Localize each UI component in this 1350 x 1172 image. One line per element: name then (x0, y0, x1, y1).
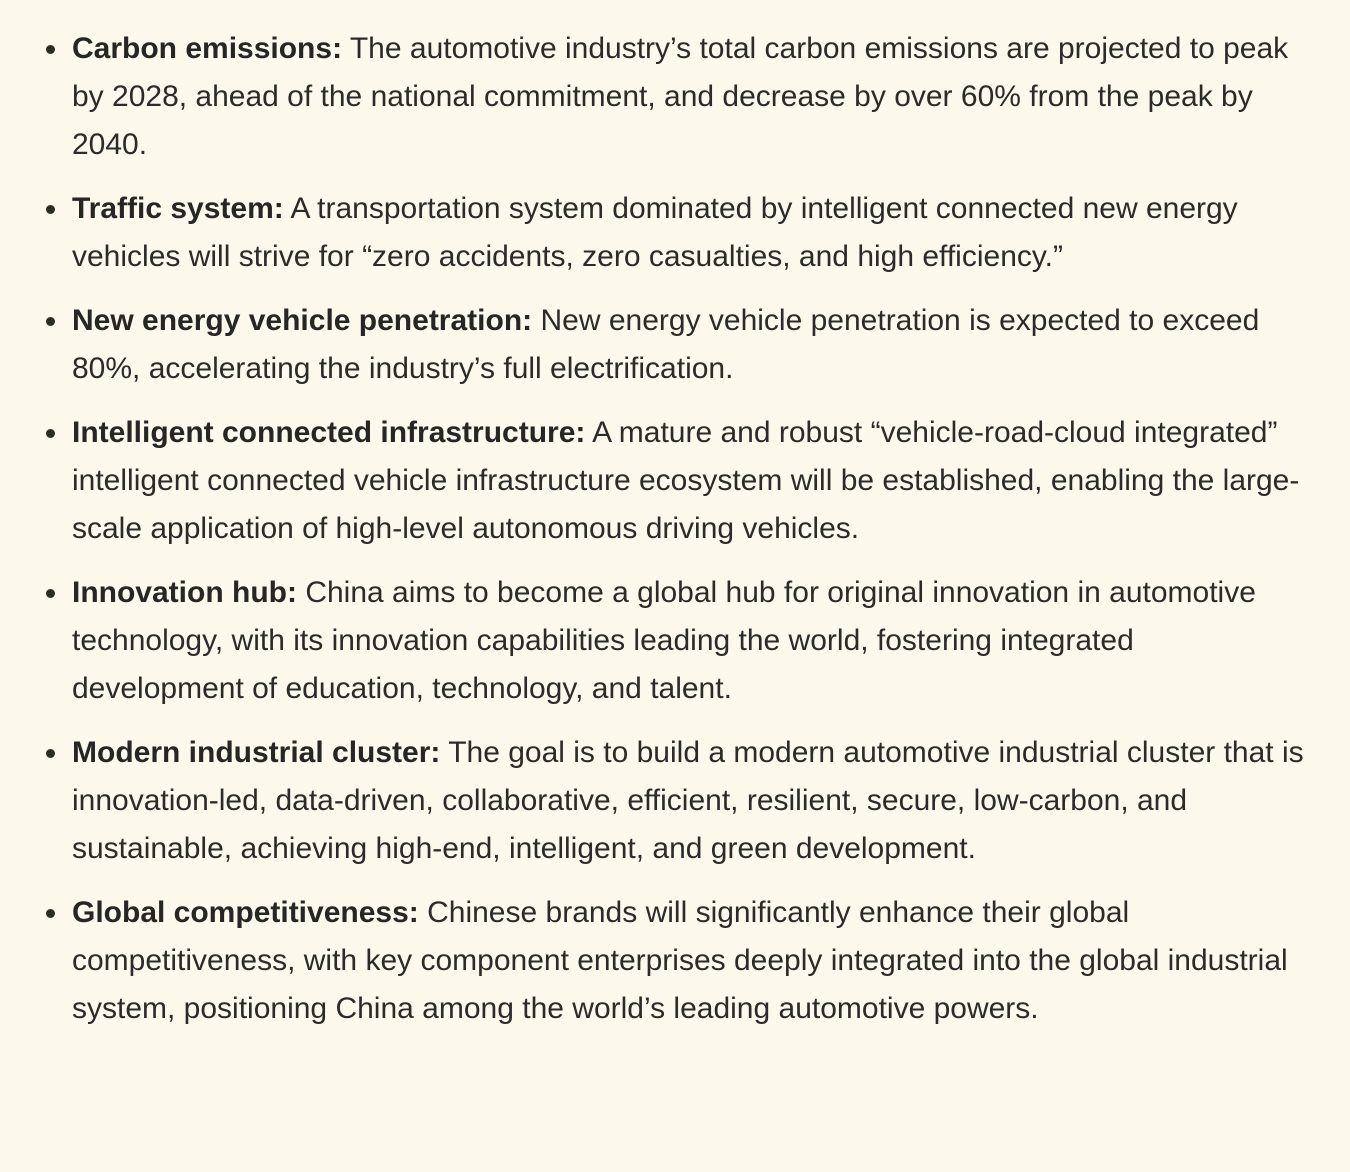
item-text: A transportation system dominated by intelligent connected new energy vehicles will strive for “zero accidents, zero casualties, and high efficiency.” (72, 192, 1238, 273)
list-item-connected-infrastructure (28, 409, 1310, 553)
bullet-dot (46, 317, 55, 326)
list-item-traffic-system (28, 185, 1310, 281)
item-term: Global competitiveness: (72, 896, 419, 929)
bullet-dot (46, 589, 55, 598)
item-term: Intelligent connected infrastructure: (72, 416, 586, 449)
item-term: Traffic system: (72, 192, 284, 225)
bullet-dot (46, 909, 55, 918)
bullet-dot (46, 205, 55, 214)
list-item-carbon-emissions (28, 25, 1310, 169)
bullet-dot (46, 429, 55, 438)
item-term: Modern industrial cluster: (72, 736, 441, 769)
item-text: The goal is to build a modern automotive industrial cluster that is innovation-led, data-driven, collaborative, efficient, resilient, secure, low-carbon, and sustainable, achieving high-end, intelligent, and green development. (72, 736, 1304, 865)
goals-list (28, 25, 1310, 1033)
item-text: A mature and robust “vehicle-road-cloud integrated” intelligent connected vehicle infrastructure ecosystem will be established, enabling the large-scale application of high-level autonomous driving vehicles. (72, 416, 1300, 545)
item-term: New energy vehicle penetration: (72, 304, 533, 337)
list-item-industrial-cluster (28, 729, 1310, 873)
item-text: Chinese brands will significantly enhance their global competitiveness, with key component enterprises deeply integrated into the global industrial system, positioning China among the world’s leading automotive powers. (72, 896, 1288, 1025)
item-term: Carbon emissions: (72, 32, 343, 65)
item-term: Innovation hub: (72, 576, 297, 609)
bullet-dot (46, 45, 55, 54)
list-item-global-competitiveness (28, 889, 1310, 1033)
list-item-innovation-hub (28, 569, 1310, 713)
item-text: New energy vehicle penetration is expected to exceed 80%, accelerating the industry’s full electrification. (72, 304, 1260, 385)
item-text: China aims to become a global hub for original innovation in automotive technology, with its innovation capabilities leading the world, fostering integrated development of education, technology, and talent. (72, 576, 1256, 705)
list-item-nev-penetration (28, 297, 1310, 393)
item-text: The automotive industry’s total carbon emissions are projected to peak by 2028, ahead of the national commitment, and decrease by over 60% from the peak by 2040. (72, 32, 1289, 161)
bullet-dot (46, 749, 55, 758)
